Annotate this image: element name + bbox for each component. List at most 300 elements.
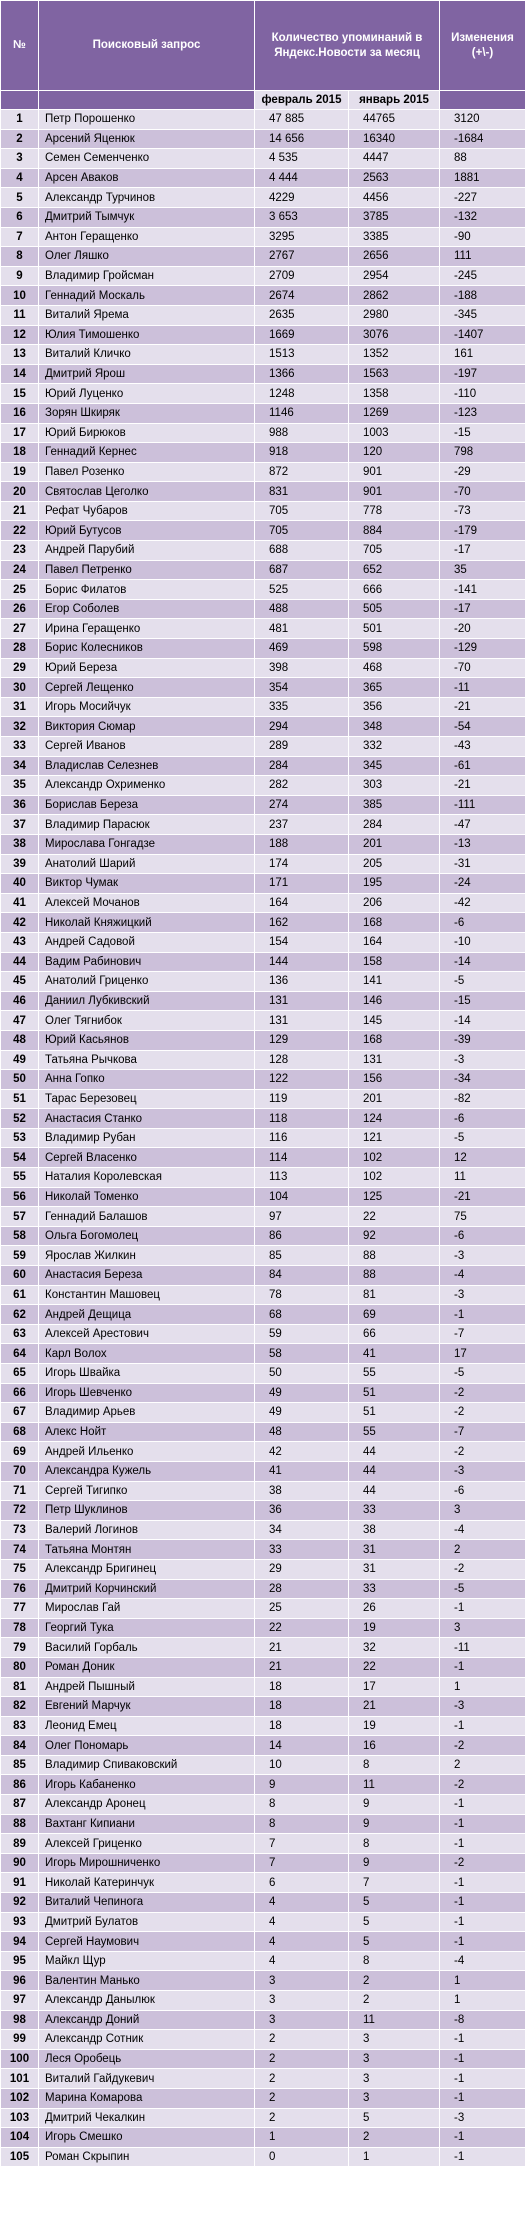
row-number: 100	[1, 2049, 39, 2069]
change-value: -54	[440, 717, 525, 737]
search-query: Николай Томенко	[39, 1187, 255, 1207]
search-query: Борис Колесников	[39, 639, 255, 659]
search-query: Юрий Луценко	[39, 384, 255, 404]
change-value: -6	[440, 913, 525, 933]
mentions-feb: 97	[255, 1207, 349, 1227]
row-number: 83	[1, 1716, 39, 1736]
search-query: Василий Горбаль	[39, 1638, 255, 1658]
change-value: -17	[440, 541, 525, 561]
row-number: 29	[1, 658, 39, 678]
row-number: 59	[1, 1246, 39, 1266]
search-query: Сергей Иванов	[39, 737, 255, 757]
table-row	[1, 1579, 525, 1599]
mentions-feb: 4	[255, 1951, 349, 1971]
mentions-feb: 4	[255, 1912, 349, 1932]
mentions-jan: 17	[349, 1677, 440, 1697]
change-value: -4	[440, 1520, 525, 1540]
change-value: -61	[440, 756, 525, 776]
search-query: Георгий Тука	[39, 1618, 255, 1638]
mentions-jan: 44	[349, 1461, 440, 1481]
mentions-jan: 195	[349, 874, 440, 894]
table-row	[1, 168, 525, 188]
mentions-feb: 85	[255, 1246, 349, 1266]
search-query: Игорь Мирошниченко	[39, 1853, 255, 1873]
change-value: -1	[440, 2069, 525, 2089]
change-value: 2	[440, 1540, 525, 1560]
row-number: 82	[1, 1697, 39, 1717]
row-number: 18	[1, 443, 39, 463]
change-value: -3	[440, 1461, 525, 1481]
row-number: 96	[1, 1971, 39, 1991]
mentions-feb: 21	[255, 1657, 349, 1677]
mentions-jan: 8	[349, 1951, 440, 1971]
mentions-feb: 705	[255, 521, 349, 541]
change-value: -6	[440, 1481, 525, 1501]
mentions-jan: 201	[349, 1089, 440, 1109]
search-query: Геннадий Кернес	[39, 443, 255, 463]
search-query: Игорь Кабаненко	[39, 1775, 255, 1795]
table-row	[1, 678, 525, 698]
mentions-feb: 84	[255, 1266, 349, 1286]
change-value: -6	[440, 1109, 525, 1129]
row-number: 38	[1, 834, 39, 854]
mentions-jan: 21	[349, 1697, 440, 1717]
mentions-jan: 1352	[349, 345, 440, 365]
mentions-jan: 9	[349, 1853, 440, 1873]
mentions-jan: 121	[349, 1128, 440, 1148]
search-query: Егор Соболев	[39, 599, 255, 619]
row-number: 13	[1, 345, 39, 365]
table-row	[1, 1853, 525, 1873]
search-query: Анастасия Станко	[39, 1109, 255, 1129]
change-value: 75	[440, 1207, 525, 1227]
row-number: 104	[1, 2128, 39, 2148]
mentions-jan: 44	[349, 1442, 440, 1462]
mentions-feb: 174	[255, 854, 349, 874]
mentions-jan: 348	[349, 717, 440, 737]
mentions-jan: 501	[349, 619, 440, 639]
search-query: Анатолий Гриценко	[39, 972, 255, 992]
row-number: 84	[1, 1736, 39, 1756]
mentions-jan: 3385	[349, 227, 440, 247]
change-value: -8	[440, 2010, 525, 2030]
row-number: 23	[1, 541, 39, 561]
change-value: -1	[440, 1795, 525, 1815]
mentions-feb: 284	[255, 756, 349, 776]
row-number: 65	[1, 1364, 39, 1384]
search-query: Александр Доний	[39, 2010, 255, 2030]
row-number: 28	[1, 639, 39, 659]
change-value: -2	[440, 1383, 525, 1403]
search-query: Владимир Арьев	[39, 1403, 255, 1423]
search-query: Геннадий Москаль	[39, 286, 255, 306]
table-row	[1, 932, 525, 952]
row-number: 85	[1, 1755, 39, 1775]
search-query: Антон Геращенко	[39, 227, 255, 247]
mentions-feb: 274	[255, 795, 349, 815]
search-query: Юрий Береза	[39, 658, 255, 678]
mentions-jan: 8	[349, 1834, 440, 1854]
search-query: Владимир Рубан	[39, 1128, 255, 1148]
mentions-jan: 9	[349, 1795, 440, 1815]
row-number: 46	[1, 991, 39, 1011]
change-value: -1	[440, 2147, 525, 2167]
row-number: 77	[1, 1599, 39, 1619]
mentions-jan: 3785	[349, 207, 440, 227]
search-query: Дмитрий Чекалкин	[39, 2108, 255, 2128]
change-value: -1	[440, 1716, 525, 1736]
mentions-jan: 303	[349, 776, 440, 796]
search-query: Андрей Садовой	[39, 932, 255, 952]
change-value: -34	[440, 1070, 525, 1090]
change-value: -227	[440, 188, 525, 208]
change-value: -1	[440, 2088, 525, 2108]
mentions-jan: 31	[349, 1559, 440, 1579]
mentions-jan: 1563	[349, 364, 440, 384]
row-number: 36	[1, 795, 39, 815]
mentions-jan: 652	[349, 560, 440, 580]
search-query: Карл Волох	[39, 1344, 255, 1364]
change-value: -3	[440, 2108, 525, 2128]
table-row	[1, 1128, 525, 1148]
mentions-jan: 16340	[349, 129, 440, 149]
mentions-jan: 9	[349, 1814, 440, 1834]
mentions-feb: 171	[255, 874, 349, 894]
mentions-feb: 525	[255, 580, 349, 600]
mentions-jan: 168	[349, 913, 440, 933]
search-query: Виталий Гайдукевич	[39, 2069, 255, 2089]
table-row	[1, 1599, 525, 1619]
table-row	[1, 2049, 525, 2069]
row-number: 52	[1, 1109, 39, 1129]
mentions-jan: 19	[349, 1716, 440, 1736]
search-query: Александр Данылюк	[39, 1991, 255, 2011]
change-value: 1881	[440, 168, 525, 188]
search-query: Семен Семенченко	[39, 149, 255, 169]
search-query: Андрей Пышный	[39, 1677, 255, 1697]
search-query: Владимир Спиваковский	[39, 1755, 255, 1775]
mentions-feb: 131	[255, 1011, 349, 1031]
mentions-jan: 131	[349, 1050, 440, 1070]
mentions-jan: 32	[349, 1638, 440, 1658]
row-number: 92	[1, 1893, 39, 1913]
search-query: Валентин Манько	[39, 1971, 255, 1991]
mentions-feb: 335	[255, 697, 349, 717]
mentions-feb: 50	[255, 1364, 349, 1384]
table-row	[1, 1716, 525, 1736]
search-query: Виталий Ярема	[39, 305, 255, 325]
search-query: Павел Розенко	[39, 462, 255, 482]
table-row	[1, 1422, 525, 1442]
change-value: -4	[440, 1266, 525, 1286]
search-query: Арсений Яценюк	[39, 129, 255, 149]
search-query: Сергей Власенко	[39, 1148, 255, 1168]
search-query: Виталий Кличко	[39, 345, 255, 365]
header-jan: январь 2015	[349, 91, 440, 110]
row-number: 53	[1, 1128, 39, 1148]
mentions-feb: 58	[255, 1344, 349, 1364]
mentions-jan: 11	[349, 1775, 440, 1795]
header-mentions: Количество упоминаний в Яндекс.Новости за месяц	[255, 1, 440, 91]
mentions-feb: 687	[255, 560, 349, 580]
table-row	[1, 1559, 525, 1579]
search-query: Александр Сотник	[39, 2030, 255, 2050]
mentions-jan: 33	[349, 1501, 440, 1521]
search-query: Петр Порошенко	[39, 110, 255, 130]
table-row	[1, 1207, 525, 1227]
mentions-jan: 5	[349, 1932, 440, 1952]
mentions-feb: 36	[255, 1501, 349, 1521]
search-query: Алекс Нойт	[39, 1422, 255, 1442]
change-value: -7	[440, 1422, 525, 1442]
change-value: 2	[440, 1755, 525, 1775]
mentions-feb: 22	[255, 1618, 349, 1638]
change-value: -345	[440, 305, 525, 325]
mentions-feb: 4	[255, 1893, 349, 1913]
row-number: 86	[1, 1775, 39, 1795]
mentions-jan: 88	[349, 1246, 440, 1266]
change-value: -245	[440, 266, 525, 286]
change-value: -197	[440, 364, 525, 384]
mentions-feb: 18	[255, 1677, 349, 1697]
mentions-feb: 59	[255, 1324, 349, 1344]
mentions-feb: 47 885	[255, 110, 349, 130]
change-value: -15	[440, 991, 525, 1011]
search-query: Юрий Касьянов	[39, 1030, 255, 1050]
mentions-feb: 49	[255, 1383, 349, 1403]
header-change: Изменения (+\-)	[440, 1, 525, 91]
row-number: 95	[1, 1951, 39, 1971]
mentions-jan: 2954	[349, 266, 440, 286]
mentions-jan: 11	[349, 2010, 440, 2030]
table-row	[1, 815, 525, 835]
table-row	[1, 1520, 525, 1540]
table-row	[1, 658, 525, 678]
row-number: 43	[1, 932, 39, 952]
table-row	[1, 1755, 525, 1775]
table-row	[1, 305, 525, 325]
mentions-feb: 2635	[255, 305, 349, 325]
change-value: 1	[440, 1971, 525, 1991]
search-query: Игорь Швайка	[39, 1364, 255, 1384]
mentions-feb: 41	[255, 1461, 349, 1481]
table-row	[1, 2010, 525, 2030]
mentions-feb: 29	[255, 1559, 349, 1579]
table-row	[1, 1070, 525, 1090]
mentions-feb: 4229	[255, 188, 349, 208]
table-row	[1, 462, 525, 482]
row-number: 66	[1, 1383, 39, 1403]
mentions-feb: 104	[255, 1187, 349, 1207]
change-value: 3	[440, 1618, 525, 1638]
mentions-jan: 102	[349, 1168, 440, 1188]
row-number: 22	[1, 521, 39, 541]
mentions-jan: 158	[349, 952, 440, 972]
search-query: Роман Доник	[39, 1657, 255, 1677]
mentions-jan: 5	[349, 1893, 440, 1913]
mentions-feb: 33	[255, 1540, 349, 1560]
table-row	[1, 1951, 525, 1971]
row-number: 70	[1, 1461, 39, 1481]
mentions-feb: 2	[255, 2049, 349, 2069]
table-row	[1, 129, 525, 149]
table-body	[1, 110, 525, 2167]
change-value: 1	[440, 1991, 525, 2011]
mentions-feb: 918	[255, 443, 349, 463]
mentions-feb: 1146	[255, 403, 349, 423]
change-value: -1	[440, 1932, 525, 1952]
mentions-jan: 66	[349, 1324, 440, 1344]
mentions-feb: 289	[255, 737, 349, 757]
mentions-feb: 116	[255, 1128, 349, 1148]
table-row	[1, 1873, 525, 1893]
row-number: 3	[1, 149, 39, 169]
mentions-jan: 44	[349, 1481, 440, 1501]
change-value: -73	[440, 501, 525, 521]
mentions-jan: 102	[349, 1148, 440, 1168]
mentions-jan: 7	[349, 1873, 440, 1893]
search-query: Владимир Гройсман	[39, 266, 255, 286]
mentions-feb: 831	[255, 482, 349, 502]
search-query: Дмитрий Ярош	[39, 364, 255, 384]
mentions-feb: 3 653	[255, 207, 349, 227]
mentions-jan: 141	[349, 972, 440, 992]
table-row	[1, 1246, 525, 1266]
row-number: 35	[1, 776, 39, 796]
mentions-jan: 4456	[349, 188, 440, 208]
search-query: Олег Пономарь	[39, 1736, 255, 1756]
search-query: Роман Скрыпин	[39, 2147, 255, 2167]
table-row	[1, 619, 525, 639]
mentions-jan: 505	[349, 599, 440, 619]
search-query: Дмитрий Тымчук	[39, 207, 255, 227]
row-number: 32	[1, 717, 39, 737]
mentions-feb: 988	[255, 423, 349, 443]
mentions-jan: 468	[349, 658, 440, 678]
mentions-jan: 51	[349, 1403, 440, 1423]
table-row	[1, 854, 525, 874]
table-row	[1, 1109, 525, 1129]
search-query: Николай Княжицкий	[39, 913, 255, 933]
row-number: 15	[1, 384, 39, 404]
mentions-feb: 8	[255, 1814, 349, 1834]
search-query: Игорь Мосийчук	[39, 697, 255, 717]
row-number: 50	[1, 1070, 39, 1090]
change-value: 17	[440, 1344, 525, 1364]
table-row	[1, 1618, 525, 1638]
change-value: -179	[440, 521, 525, 541]
table-row	[1, 1442, 525, 1462]
search-query: Мирослав Гай	[39, 1599, 255, 1619]
mentions-jan: 125	[349, 1187, 440, 1207]
row-number: 26	[1, 599, 39, 619]
header-num: №	[1, 1, 39, 91]
table-row	[1, 364, 525, 384]
mentions-feb: 2767	[255, 247, 349, 267]
mentions-jan: 120	[349, 443, 440, 463]
table-row	[1, 834, 525, 854]
change-value: -29	[440, 462, 525, 482]
change-value: -21	[440, 697, 525, 717]
mentions-feb: 119	[255, 1089, 349, 1109]
search-query: Владислав Селезнев	[39, 756, 255, 776]
row-number: 8	[1, 247, 39, 267]
mentions-feb: 4	[255, 1932, 349, 1952]
table-row	[1, 1187, 525, 1207]
table-row	[1, 541, 525, 561]
search-query: Сергей Лещенко	[39, 678, 255, 698]
mentions-jan: 206	[349, 893, 440, 913]
table-row	[1, 1285, 525, 1305]
change-value: -1	[440, 1834, 525, 1854]
row-number: 55	[1, 1168, 39, 1188]
change-value: -1	[440, 1814, 525, 1834]
mentions-jan: 345	[349, 756, 440, 776]
row-number: 64	[1, 1344, 39, 1364]
subheader-blank	[39, 91, 255, 110]
search-query: Юлия Тимошенко	[39, 325, 255, 345]
mentions-feb: 294	[255, 717, 349, 737]
change-value: -1	[440, 1873, 525, 1893]
mentions-feb: 164	[255, 893, 349, 913]
table-row	[1, 1481, 525, 1501]
search-query: Майкл Щур	[39, 1951, 255, 1971]
mentions-jan: 33	[349, 1579, 440, 1599]
mentions-jan: 1003	[349, 423, 440, 443]
change-value: -82	[440, 1089, 525, 1109]
search-query: Вадим Рабинович	[39, 952, 255, 972]
search-query: Алексей Арестович	[39, 1324, 255, 1344]
mentions-feb: 3	[255, 1971, 349, 1991]
row-number: 34	[1, 756, 39, 776]
header-query: Поисковый запрос	[39, 1, 255, 91]
table-row	[1, 1638, 525, 1658]
mentions-jan: 365	[349, 678, 440, 698]
table-row	[1, 776, 525, 796]
table-row	[1, 1050, 525, 1070]
change-value: -129	[440, 639, 525, 659]
mentions-feb: 162	[255, 913, 349, 933]
mentions-feb: 398	[255, 658, 349, 678]
search-query: Павел Петренко	[39, 560, 255, 580]
row-number: 14	[1, 364, 39, 384]
mentions-jan: 55	[349, 1422, 440, 1442]
mentions-feb: 144	[255, 952, 349, 972]
row-number: 49	[1, 1050, 39, 1070]
mentions-jan: 2	[349, 1991, 440, 2011]
mentions-feb: 2709	[255, 266, 349, 286]
search-query: Александра Кужель	[39, 1461, 255, 1481]
table-row	[1, 1697, 525, 1717]
row-number: 90	[1, 1853, 39, 1873]
row-number: 30	[1, 678, 39, 698]
search-query: Геннадий Балашов	[39, 1207, 255, 1227]
table-row	[1, 795, 525, 815]
table-row	[1, 1657, 525, 1677]
mentions-jan: 2	[349, 2128, 440, 2148]
row-number: 89	[1, 1834, 39, 1854]
search-query: Леся Оробець	[39, 2049, 255, 2069]
row-number: 76	[1, 1579, 39, 1599]
row-number: 103	[1, 2108, 39, 2128]
mentions-feb: 48	[255, 1422, 349, 1442]
table-row	[1, 2069, 525, 2089]
table-row	[1, 756, 525, 776]
mentions-jan: 8	[349, 1755, 440, 1775]
mentions-feb: 28	[255, 1579, 349, 1599]
search-query: Олег Ляшко	[39, 247, 255, 267]
table-row	[1, 1677, 525, 1697]
